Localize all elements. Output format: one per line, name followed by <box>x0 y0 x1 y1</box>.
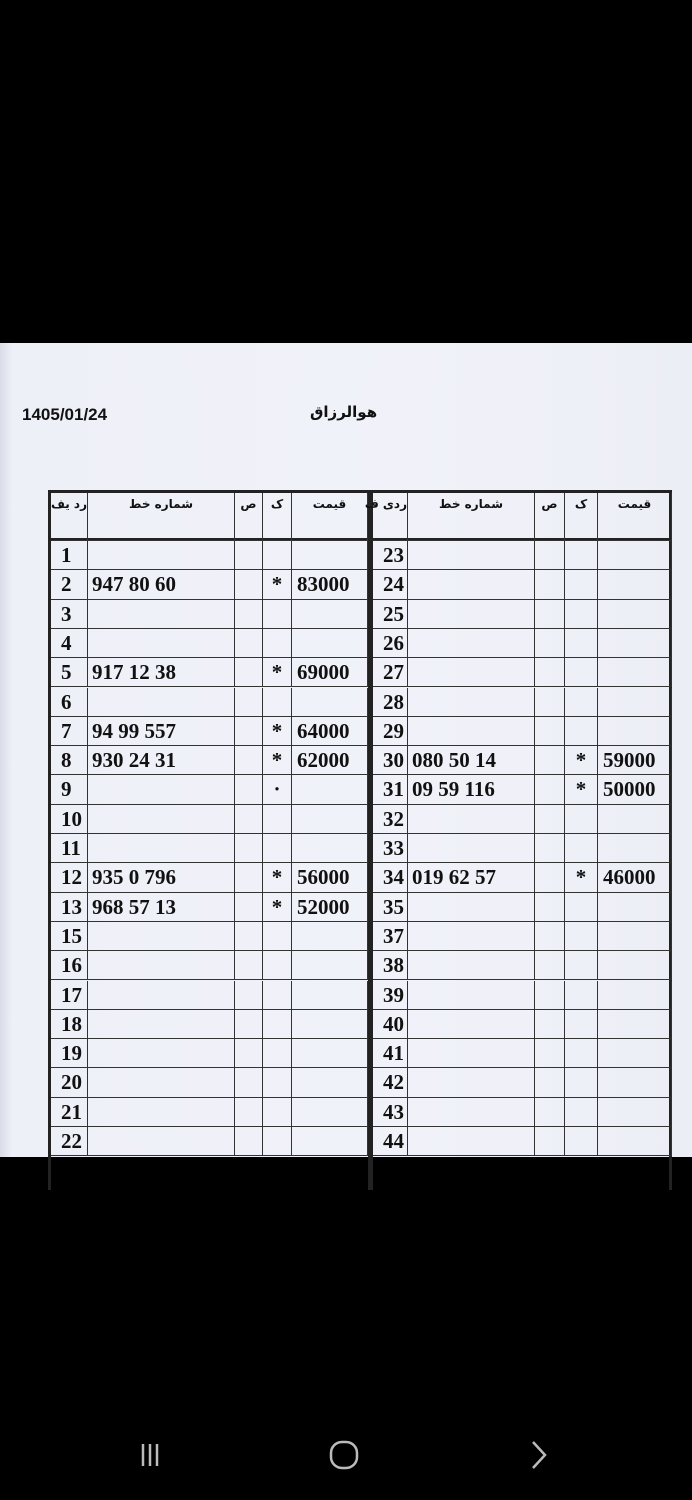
cell-number <box>88 600 235 629</box>
cell-number <box>88 1127 235 1156</box>
cell-sad <box>535 658 565 687</box>
cell-number <box>408 658 535 687</box>
cell-kaf <box>565 629 598 658</box>
cell-kaf <box>263 951 292 980</box>
back-icon <box>526 1439 550 1471</box>
cell-row: 30 <box>373 746 408 775</box>
cell-price <box>598 570 672 599</box>
cell-kaf: * <box>565 775 598 804</box>
cell-price <box>598 658 672 687</box>
cell-row: 37 <box>373 922 408 951</box>
header-number: شماره خط <box>408 493 535 541</box>
cell-kaf <box>565 600 598 629</box>
cell-row: 27 <box>373 658 408 687</box>
cell-sad <box>535 570 565 599</box>
cell-sad <box>235 1068 263 1097</box>
cell-row: 5 <box>51 658 88 687</box>
cell-number <box>88 834 235 863</box>
cell-sad <box>535 922 565 951</box>
cell-price <box>598 951 672 980</box>
cell-price <box>598 1010 672 1039</box>
cell-price <box>292 922 368 951</box>
cell-price <box>292 834 368 863</box>
cell-kaf <box>263 1010 292 1039</box>
cell-number <box>408 893 535 922</box>
cell-kaf <box>565 1010 598 1039</box>
cell-price <box>292 629 368 658</box>
cell-price <box>598 1127 672 1156</box>
cell-kaf <box>565 1039 598 1068</box>
cell-kaf <box>565 570 598 599</box>
cell-row: 10 <box>51 805 88 834</box>
cell-row: 34 <box>373 863 408 892</box>
cell-sad <box>535 805 565 834</box>
cell-sad <box>535 1098 565 1127</box>
cell-kaf <box>263 541 292 570</box>
cell-price <box>598 629 672 658</box>
cell-sad <box>535 1068 565 1097</box>
cell-sad <box>535 541 565 570</box>
cell-row: 29 <box>373 717 408 746</box>
cell-price: 59000 <box>598 746 672 775</box>
cell-row: 15 <box>51 922 88 951</box>
cell-sad <box>535 1127 565 1156</box>
cell-row: 43 <box>373 1098 408 1127</box>
cell-kaf <box>263 1127 292 1156</box>
cell-row: 16 <box>51 951 88 980</box>
document-date: 1405/01/24 <box>22 405 108 424</box>
cell-kaf <box>263 600 292 629</box>
cell-price <box>598 834 672 863</box>
cell-number <box>408 570 535 599</box>
cell-row: 33 <box>373 834 408 863</box>
cell-kaf: * <box>565 863 598 892</box>
cell-kaf: * <box>263 658 292 687</box>
cell-sad <box>235 629 263 658</box>
home-icon <box>328 1439 360 1471</box>
cell-row: 20 <box>51 1068 88 1097</box>
cell-kaf <box>263 922 292 951</box>
cell-sad <box>535 1010 565 1039</box>
cell-number <box>408 717 535 746</box>
cell-kaf <box>263 834 292 863</box>
header-price: قیمت <box>598 493 672 541</box>
cell-kaf <box>565 981 598 1010</box>
cell-kaf <box>263 981 292 1010</box>
cell-row: 31 <box>373 775 408 804</box>
cell-sad <box>235 981 263 1010</box>
header-price: قیمت <box>292 493 368 541</box>
cell-sad <box>235 951 263 980</box>
cell-number <box>408 1039 535 1068</box>
cell-price: 69000 <box>292 658 368 687</box>
cell-sad <box>235 922 263 951</box>
cell-row: 22 <box>51 1127 88 1156</box>
header-row: ردی ف <box>373 493 408 541</box>
cell-row: 28 <box>373 688 408 717</box>
cell-sad <box>535 863 565 892</box>
scanned-document <box>0 343 692 1157</box>
cell-number <box>88 951 235 980</box>
cell-kaf <box>565 1068 598 1097</box>
cell-kaf <box>263 1098 292 1127</box>
recent-apps-button[interactable] <box>130 1435 170 1475</box>
cell-kaf: * <box>263 863 292 892</box>
cell-sad <box>535 1039 565 1068</box>
cell-kaf <box>565 541 598 570</box>
cell-price <box>598 541 672 570</box>
cell-number <box>88 1068 235 1097</box>
cell-row: 6 <box>51 688 88 717</box>
cell-kaf <box>565 1098 598 1127</box>
header-kaf: ک <box>565 493 598 541</box>
cell-number <box>88 1010 235 1039</box>
cell-row: 23 <box>373 541 408 570</box>
cell-number: 930 24 31 <box>88 746 235 775</box>
cell-kaf <box>565 893 598 922</box>
cell-sad <box>535 981 565 1010</box>
cell-price <box>598 922 672 951</box>
cell-price <box>292 1068 368 1097</box>
cell-price <box>598 688 672 717</box>
cell-row: 12 <box>51 863 88 892</box>
cell-kaf <box>263 1039 292 1068</box>
cell-row: 25 <box>373 600 408 629</box>
cell-kaf <box>565 688 598 717</box>
cell-row: 19 <box>51 1039 88 1068</box>
cell-sad <box>535 629 565 658</box>
cell-kaf <box>565 922 598 951</box>
cell-kaf <box>565 717 598 746</box>
cell-sad <box>535 600 565 629</box>
cell-kaf <box>263 688 292 717</box>
price-table <box>48 490 672 1190</box>
cell-sad <box>535 717 565 746</box>
cell-sad <box>235 1127 263 1156</box>
cell-kaf <box>263 805 292 834</box>
cell-price: 50000 <box>598 775 672 804</box>
header-sad: ص <box>235 493 263 541</box>
cell-number <box>408 688 535 717</box>
cell-kaf: * <box>263 717 292 746</box>
cell-price: 46000 <box>598 863 672 892</box>
cell-kaf: * <box>263 746 292 775</box>
cell-kaf: * <box>565 746 598 775</box>
cell-number <box>408 922 535 951</box>
cell-sad <box>235 688 263 717</box>
cell-kaf <box>565 658 598 687</box>
cell-price <box>292 805 368 834</box>
cell-sad <box>535 951 565 980</box>
cell-row: 11 <box>51 834 88 863</box>
cell-row: 38 <box>373 951 408 980</box>
cell-sad <box>235 805 263 834</box>
cell-sad <box>235 1039 263 1068</box>
cell-price <box>292 600 368 629</box>
cell-row: 39 <box>373 981 408 1010</box>
cell-number: 080 50 14 <box>408 746 535 775</box>
cell-number <box>408 1068 535 1097</box>
cell-number <box>408 805 535 834</box>
header-kaf: ک <box>263 493 292 541</box>
cell-number: 947 80 60 <box>88 570 235 599</box>
cell-number <box>408 981 535 1010</box>
cell-sad <box>235 717 263 746</box>
cell-kaf <box>565 805 598 834</box>
cell-number <box>408 629 535 658</box>
cell-row: 17 <box>51 981 88 1010</box>
cell-number <box>408 951 535 980</box>
cell-number <box>408 1098 535 1127</box>
cell-number <box>408 541 535 570</box>
home-button[interactable] <box>324 1435 364 1475</box>
cell-row: 9 <box>51 775 88 804</box>
cell-price <box>598 893 672 922</box>
cell-price <box>292 541 368 570</box>
cell-number <box>88 805 235 834</box>
cell-number <box>408 1127 535 1156</box>
cell-number <box>88 688 235 717</box>
cell-sad <box>235 893 263 922</box>
cell-number: 917 12 38 <box>88 658 235 687</box>
cell-sad <box>535 746 565 775</box>
cell-row: 4 <box>51 629 88 658</box>
cell-kaf <box>263 1068 292 1097</box>
cell-sad <box>535 893 565 922</box>
cell-price: 52000 <box>292 893 368 922</box>
back-button[interactable] <box>518 1435 558 1475</box>
cell-sad <box>235 1098 263 1127</box>
cell-row: 8 <box>51 746 88 775</box>
cell-number <box>88 1098 235 1127</box>
cell-price <box>292 1010 368 1039</box>
cell-kaf <box>565 1127 598 1156</box>
cell-kaf: · <box>263 775 292 804</box>
cell-kaf <box>263 629 292 658</box>
cell-row: 35 <box>373 893 408 922</box>
cell-sad <box>235 863 263 892</box>
cell-price <box>292 1098 368 1127</box>
cell-number <box>408 1010 535 1039</box>
cell-number <box>408 600 535 629</box>
cell-number <box>88 775 235 804</box>
cell-row: 24 <box>373 570 408 599</box>
cell-price <box>292 981 368 1010</box>
header-number: شماره خط <box>88 493 235 541</box>
cell-sad <box>235 541 263 570</box>
cell-kaf <box>565 951 598 980</box>
cell-price <box>292 1039 368 1068</box>
cell-number <box>88 981 235 1010</box>
cell-row: 2 <box>51 570 88 599</box>
cell-row: 18 <box>51 1010 88 1039</box>
cell-price: 64000 <box>292 717 368 746</box>
cell-sad <box>235 834 263 863</box>
cell-price: 56000 <box>292 863 368 892</box>
cell-sad <box>535 775 565 804</box>
cell-price <box>292 951 368 980</box>
cell-number: 09 59 116 <box>408 775 535 804</box>
cell-price: 83000 <box>292 570 368 599</box>
cell-sad <box>235 570 263 599</box>
cell-price <box>598 981 672 1010</box>
cell-number: 968 57 13 <box>88 893 235 922</box>
cell-price <box>292 688 368 717</box>
cell-number <box>88 1039 235 1068</box>
cell-row: 1 <box>51 541 88 570</box>
cell-row: 44 <box>373 1127 408 1156</box>
document-title: هوالرزاق <box>310 403 378 421</box>
cell-row: 3 <box>51 600 88 629</box>
cell-sad <box>535 688 565 717</box>
header-sad: ص <box>535 493 565 541</box>
cell-row: 40 <box>373 1010 408 1039</box>
cell-kaf <box>565 834 598 863</box>
cell-number: 94 99 557 <box>88 717 235 746</box>
cell-number <box>88 629 235 658</box>
cell-row: 32 <box>373 805 408 834</box>
cell-number <box>408 834 535 863</box>
cell-price <box>292 1127 368 1156</box>
cell-number <box>88 922 235 951</box>
cell-number <box>88 541 235 570</box>
cell-row: 26 <box>373 629 408 658</box>
header-row: رد یف <box>51 493 88 541</box>
cell-price: 62000 <box>292 746 368 775</box>
cell-sad <box>235 775 263 804</box>
cell-price <box>598 717 672 746</box>
cell-kaf: * <box>263 893 292 922</box>
cell-price <box>598 1039 672 1068</box>
cell-price <box>292 775 368 804</box>
cell-number: 019 62 57 <box>408 863 535 892</box>
cell-number: 935 0 796 <box>88 863 235 892</box>
cell-row: 42 <box>373 1068 408 1097</box>
cell-kaf: * <box>263 570 292 599</box>
cell-sad <box>235 746 263 775</box>
cell-row: 41 <box>373 1039 408 1068</box>
cell-row: 21 <box>51 1098 88 1127</box>
cell-sad <box>535 834 565 863</box>
cell-sad <box>235 658 263 687</box>
cell-price <box>598 600 672 629</box>
cell-sad <box>235 1010 263 1039</box>
cell-price <box>598 805 672 834</box>
cell-price <box>598 1098 672 1127</box>
cell-price <box>598 1068 672 1097</box>
cell-row: 7 <box>51 717 88 746</box>
cell-sad <box>235 600 263 629</box>
cell-row: 13 <box>51 893 88 922</box>
recent-apps-icon <box>135 1442 165 1468</box>
